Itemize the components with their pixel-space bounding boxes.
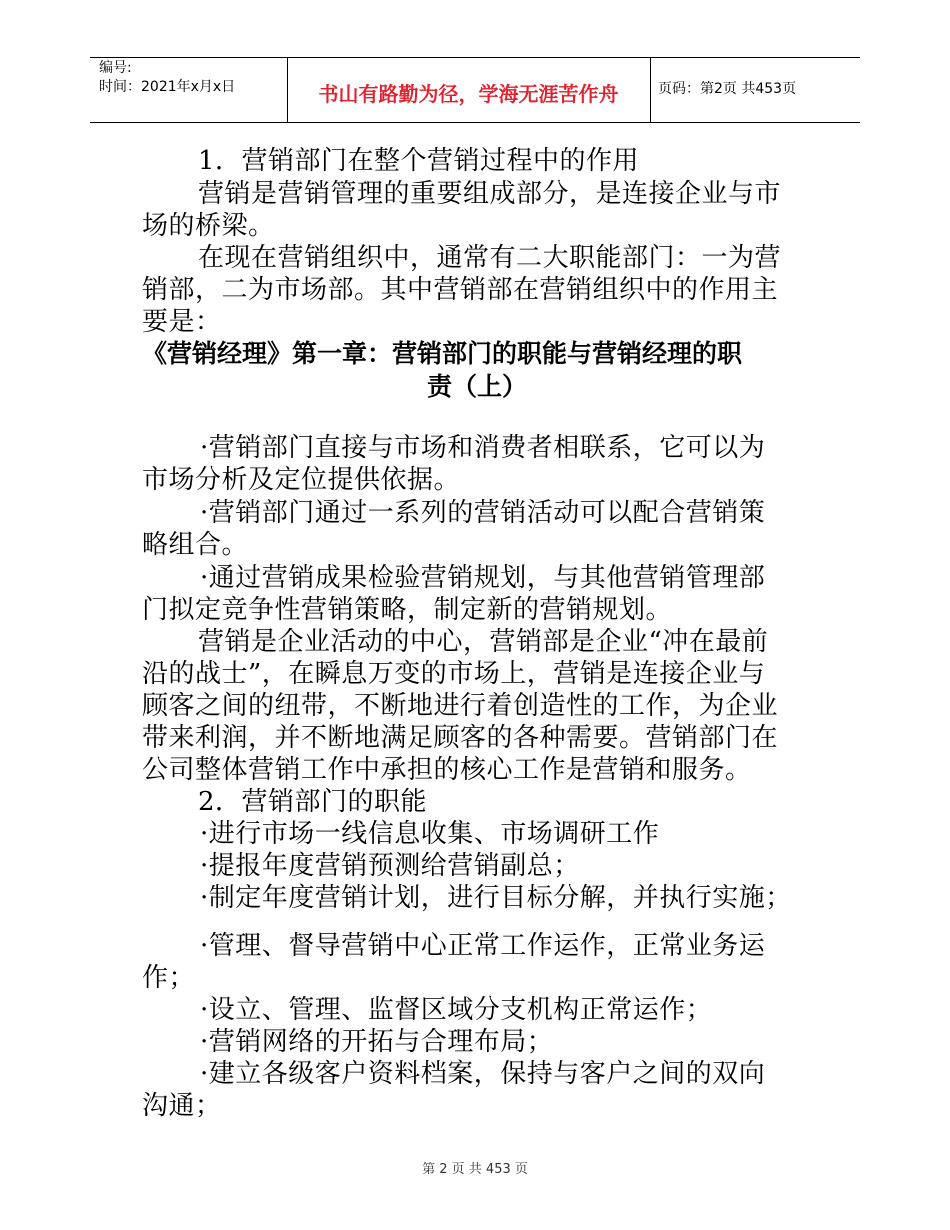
paragraph-line: 带来利润，并不断地满足顾客的各种需要。营销部门在	[142, 723, 779, 753]
paragraph-line: 营销是企业活动的中心，营销部是企业“冲在最前	[198, 627, 769, 657]
paragraph-line: 营销是营销管理的重要组成部分，是连接企业与市	[198, 179, 782, 209]
paragraph-line: 沟通；	[142, 1091, 222, 1121]
bullet-line: ·通过营销成果检验营销规划，与其他营销管理部	[200, 563, 766, 593]
bullet-line: ·进行市场一线信息收集、市场调研工作	[200, 819, 660, 849]
section-heading: 1．营销部门在整个营销过程中的作用	[198, 146, 640, 176]
bullet-line: ·管理、督导营销中心正常工作运作，正常业务运	[200, 931, 766, 961]
page-footer: 第 2 页 共 453 页	[422, 1162, 528, 1177]
paragraph-line: 公司整体营销工作中承担的核心工作是营销和服务。	[142, 755, 752, 785]
paragraph-line: 要是：	[142, 307, 222, 337]
header-bottom-rule	[90, 122, 860, 123]
bullet-line: ·营销部门通过一系列的营销活动可以配合营销策	[200, 498, 766, 528]
paragraph-line: 顾客之间的纽带，不断地进行着创造性的工作，为企业	[142, 691, 779, 721]
paragraph-line: 略组合。	[142, 530, 249, 560]
paragraph-line: 场的桥梁。	[142, 211, 275, 241]
header-motto: 书山有路勤为径，学海无涯苦作舟	[318, 82, 619, 106]
paragraph-line: 沿的战士”，在瞬息万变的市场上，营销是连接企业与	[142, 659, 766, 689]
header-top-rule	[90, 57, 860, 58]
paragraph-line: 作；	[142, 963, 196, 993]
header-page-info: 页码：第2页 共453页	[658, 81, 797, 97]
paragraph-line: 市场分析及定位提供依据。	[142, 465, 461, 495]
bullet-line: ·制定年度营销计划，进行目标分解，并执行实施；	[200, 883, 792, 913]
chapter-title-continued: 责（上）	[427, 372, 528, 401]
document-date: 时间：2021年x月x日	[99, 79, 236, 95]
header-divider	[650, 57, 651, 122]
bullet-line: ·营销网络的开拓与合理布局；	[200, 1027, 554, 1057]
bullet-line: ·设立、管理、监督区域分支机构正常运作；	[200, 995, 713, 1025]
bullet-line: ·提报年度营销预测给营销副总；	[200, 851, 580, 881]
section-heading: 2．营销部门的职能	[198, 787, 428, 817]
document-number-label: 编号:	[99, 60, 132, 76]
chapter-title: 《营销经理》第一章：营销部门的职能与营销经理的职	[142, 339, 743, 368]
bullet-line: ·建立各级客户资料档案，保持与客户之间的双向	[200, 1059, 766, 1089]
paragraph-line: 销部，二为市场部。其中营销部在营销组织中的作用主	[142, 275, 779, 305]
paragraph-line: 在现在营销组织中，通常有二大职能部门：一为营	[198, 243, 782, 273]
paragraph-line: 门拟定竞争性营销策略，制定新的营销规划。	[142, 595, 673, 625]
bullet-line: ·营销部门直接与市场和消费者相联系，它可以为	[200, 433, 766, 463]
